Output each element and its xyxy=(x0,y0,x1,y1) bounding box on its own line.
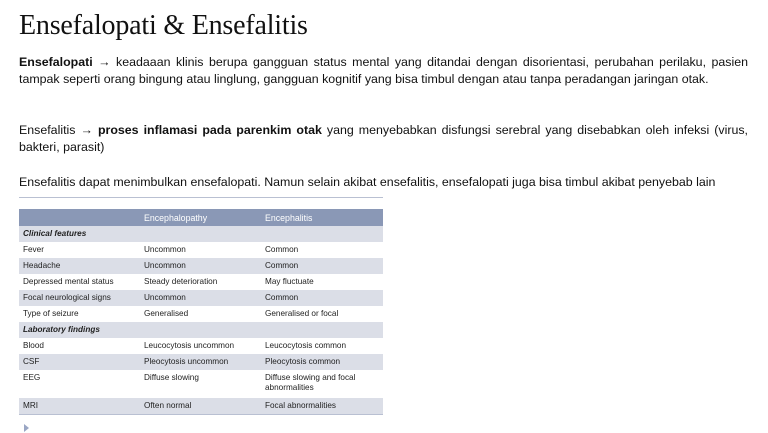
row-label: Fever xyxy=(19,242,140,258)
table-row xyxy=(19,242,383,258)
row-label: Blood xyxy=(19,338,140,354)
right-arrow-icon: → xyxy=(98,55,111,69)
table-cell: Common xyxy=(261,242,383,258)
table-row xyxy=(19,370,383,398)
table-row xyxy=(19,274,383,290)
slide-title: Ensefalopati & Ensefalitis xyxy=(19,10,308,41)
table-cell: Uncommon xyxy=(140,258,261,274)
row-label: MRI xyxy=(19,398,140,414)
row-label: Type of seizure xyxy=(19,306,140,322)
right-arrow-icon: → xyxy=(80,123,93,137)
slide-nav-arrow-icon[interactable] xyxy=(24,424,29,432)
row-label: Headache xyxy=(19,258,140,274)
section-row xyxy=(19,226,383,242)
table-cell: Focal abnormalities xyxy=(261,398,383,414)
table-row xyxy=(19,398,383,414)
table-cell: Uncommon xyxy=(140,242,261,258)
definition-text: yang menyebabkan disfungsi serebral yang disebabkan oleh infeksi (virus, bakteri, parasit) xyxy=(19,123,748,154)
table-cell: Uncommon xyxy=(140,290,261,306)
row-label: Focal neurological signs xyxy=(19,290,140,306)
header-cell: Encephalitis xyxy=(261,209,383,226)
row-label: Depressed mental status xyxy=(19,274,140,290)
section-label: Laboratory findings xyxy=(19,322,140,338)
term-ensefalitis: Ensefalitis xyxy=(19,123,76,137)
table-cell: Diffuse slowing xyxy=(140,370,261,398)
table-cell: Often normal xyxy=(140,398,261,414)
table-top-rule xyxy=(19,197,383,198)
table-cell: Pleocytosis uncommon xyxy=(140,354,261,370)
table-cell: Steady deterioration xyxy=(140,274,261,290)
section-row xyxy=(19,322,383,338)
bold-phrase: proses inflamasi pada parenkim otak xyxy=(97,123,322,137)
header-cell: Encephalopathy xyxy=(140,209,261,226)
section-label: Clinical features xyxy=(19,226,140,242)
table-row xyxy=(19,258,383,274)
header-cell xyxy=(19,209,140,226)
row-label: CSF xyxy=(19,354,140,370)
comparison-table xyxy=(19,209,383,414)
paragraph-ensefalopati xyxy=(19,54,748,88)
table-cell: Common xyxy=(261,258,383,274)
table-header-row xyxy=(19,209,383,226)
paragraph-relation: Ensefalitis dapat menimbulkan ensefalopati. Namun selain akibat ensefalitis, ensefalopati juga bisa timbul akibat penyebab lain xyxy=(19,175,716,189)
table-cell: Leucocytosis common xyxy=(261,338,383,354)
table-cell: Diffuse slowing and focal abnormalities xyxy=(261,370,383,398)
table-cell: Pleocytosis common xyxy=(261,354,383,370)
term-ensefalopati: Ensefalopati xyxy=(19,55,93,69)
table-cell: Generalised or focal xyxy=(261,306,383,322)
table-cell: Common xyxy=(261,290,383,306)
table-row xyxy=(19,306,383,322)
table-bottom-rule xyxy=(19,414,383,415)
table-row xyxy=(19,290,383,306)
paragraph-ensefalitis xyxy=(19,122,748,156)
table-row xyxy=(19,338,383,354)
table-cell: May fluctuate xyxy=(261,274,383,290)
table-row xyxy=(19,354,383,370)
table-cell: Leucocytosis uncommon xyxy=(140,338,261,354)
table-cell: Generalised xyxy=(140,306,261,322)
row-label: EEG xyxy=(19,370,140,398)
definition-text: keadaaan klinis berupa gangguan status mental yang ditandai dengan disorientasi, perubahan perilaku, pasien tampak seperti orang bingung atau linglung, gangguan kognitif yang bisa timbul dengan atau tanpa peradangan jaringan otak. xyxy=(19,55,748,86)
